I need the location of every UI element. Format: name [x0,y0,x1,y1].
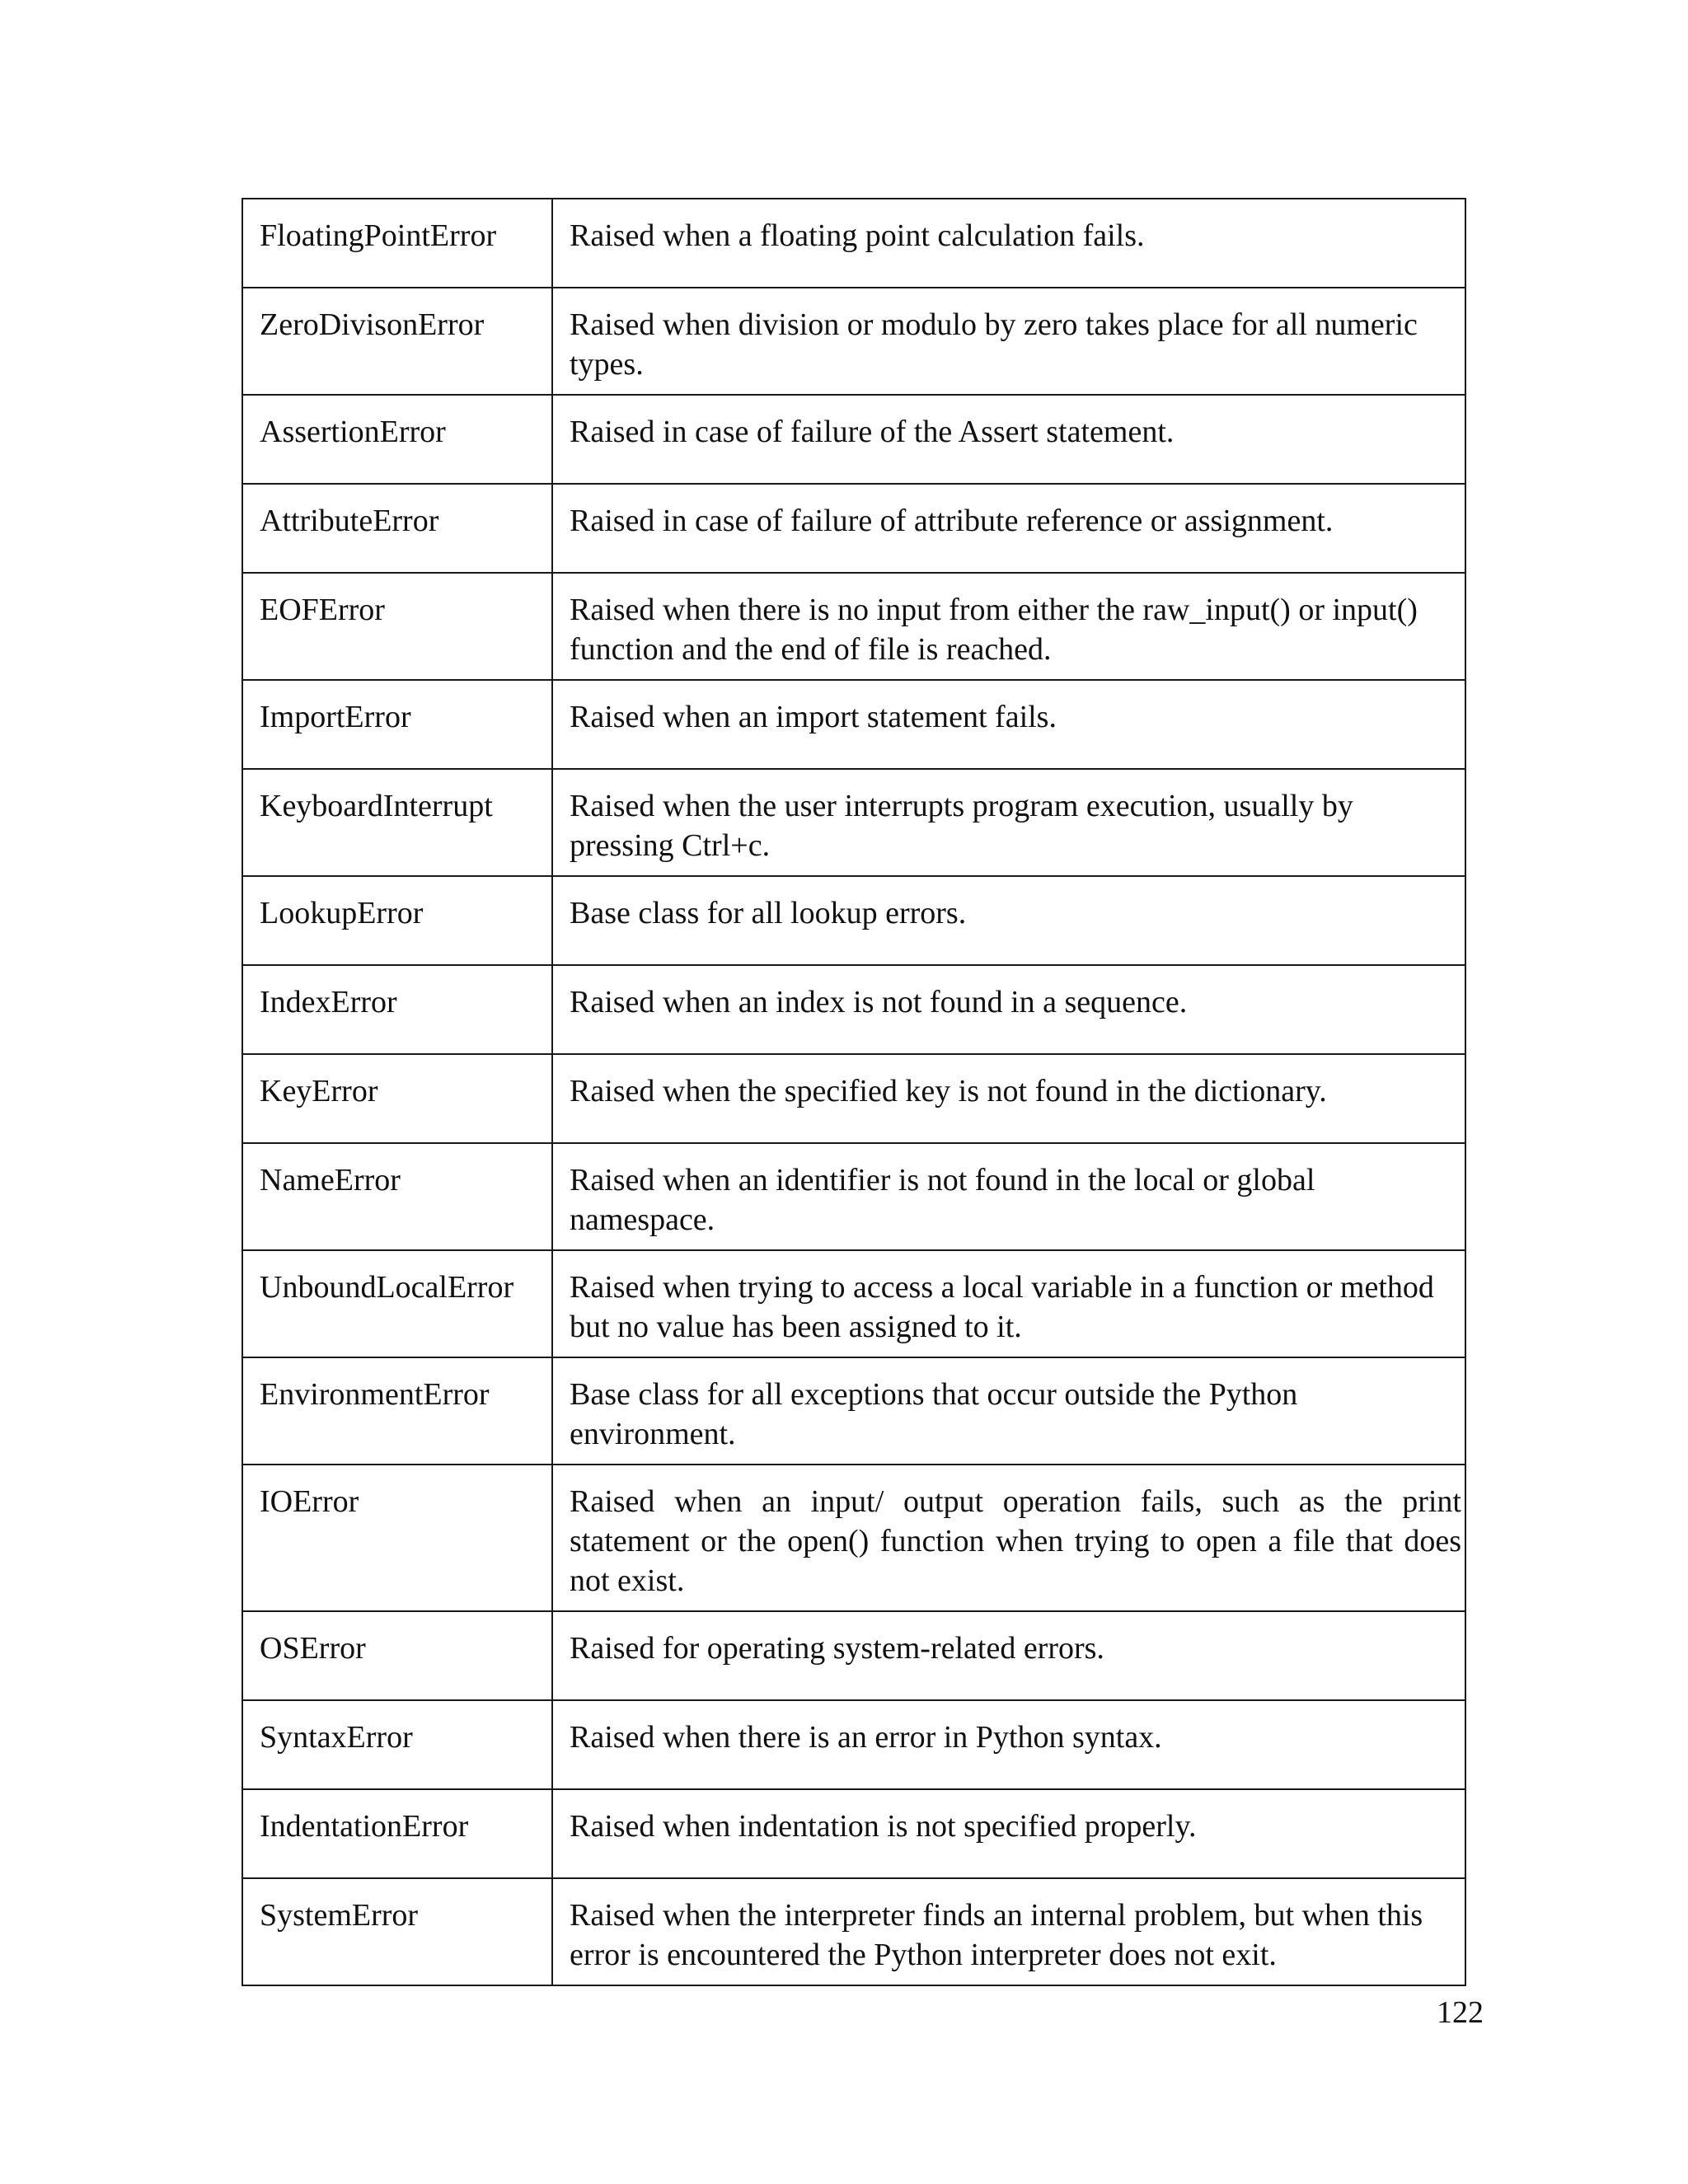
table-row [242,965,1465,1054]
exception-description: Raised when there is no input from either the raw_input() or input() function and the end of file is reached. [552,573,1465,680]
exception-description: Base class for all exceptions that occur outside the Python environment. [552,1357,1465,1465]
exception-description: Raised when indentation is not specified properly. [552,1789,1465,1878]
exception-name: ImportError [242,680,552,769]
exception-name: IOError [242,1465,552,1611]
table-row [242,1143,1465,1250]
exception-name: KeyError [242,1054,552,1143]
exception-name: ZeroDivisonError [242,288,552,395]
table-row [242,1700,1465,1789]
exception-description: Raised when the interpreter finds an internal problem, but when this error is encountered the Python interpreter does not exit. [552,1878,1465,1985]
exception-description: Base class for all lookup errors. [552,876,1465,965]
page-number: 122 [1437,1995,1484,2030]
exception-name: IndentationError [242,1789,552,1878]
table-row [242,395,1465,484]
exception-name: LookupError [242,876,552,965]
exception-name: FloatingPointError [242,199,552,288]
table-row [242,680,1465,769]
exception-description: Raised when there is an error in Python syntax. [552,1700,1465,1789]
exception-name: UnboundLocalError [242,1250,552,1357]
exception-description: Raised when an input/ output operation fails, such as the print statement or the open() function when trying to open a file that does not exist. [552,1465,1465,1611]
exception-name: NameError [242,1143,552,1250]
exception-name: SyntaxError [242,1700,552,1789]
table-row [242,484,1465,573]
exception-description: Raised when an import statement fails. [552,680,1465,769]
exception-description: Raised when the user interrupts program execution, usually by pressing Ctrl+c. [552,769,1465,876]
exception-name: KeyboardInterrupt [242,769,552,876]
exception-description: Raised when trying to access a local variable in a function or method but no value has been assigned to it. [552,1250,1465,1357]
table-row [242,1054,1465,1143]
exception-name: OSError [242,1611,552,1700]
table-row [242,199,1465,288]
table-row [242,1250,1465,1357]
table-row [242,769,1465,876]
exception-description: Raised when an identifier is not found in the local or global namespace. [552,1143,1465,1250]
exception-description: Raised for operating system-related errors. [552,1611,1465,1700]
exception-description: Raised when division or modulo by zero takes place for all numeric types. [552,288,1465,395]
exception-name: EnvironmentError [242,1357,552,1465]
exception-description: Raised when an index is not found in a sequence. [552,965,1465,1054]
table-row [242,1878,1465,1985]
exception-name: SystemError [242,1878,552,1985]
exception-description: Raised in case of failure of attribute reference or assignment. [552,484,1465,573]
table-row [242,876,1465,965]
exception-description: Raised in case of failure of the Assert statement. [552,395,1465,484]
exception-name: EOFError [242,573,552,680]
exception-name: AssertionError [242,395,552,484]
table-row [242,1789,1465,1878]
exceptions-table [241,198,1466,1986]
table-row [242,1611,1465,1700]
exception-name: IndexError [242,965,552,1054]
table-row [242,573,1465,680]
table-row [242,1465,1465,1611]
exception-name: AttributeError [242,484,552,573]
table-row [242,288,1465,395]
table-row [242,1357,1465,1465]
exception-description: Raised when a floating point calculation fails. [552,199,1465,288]
exception-description: Raised when the specified key is not found in the dictionary. [552,1054,1465,1143]
